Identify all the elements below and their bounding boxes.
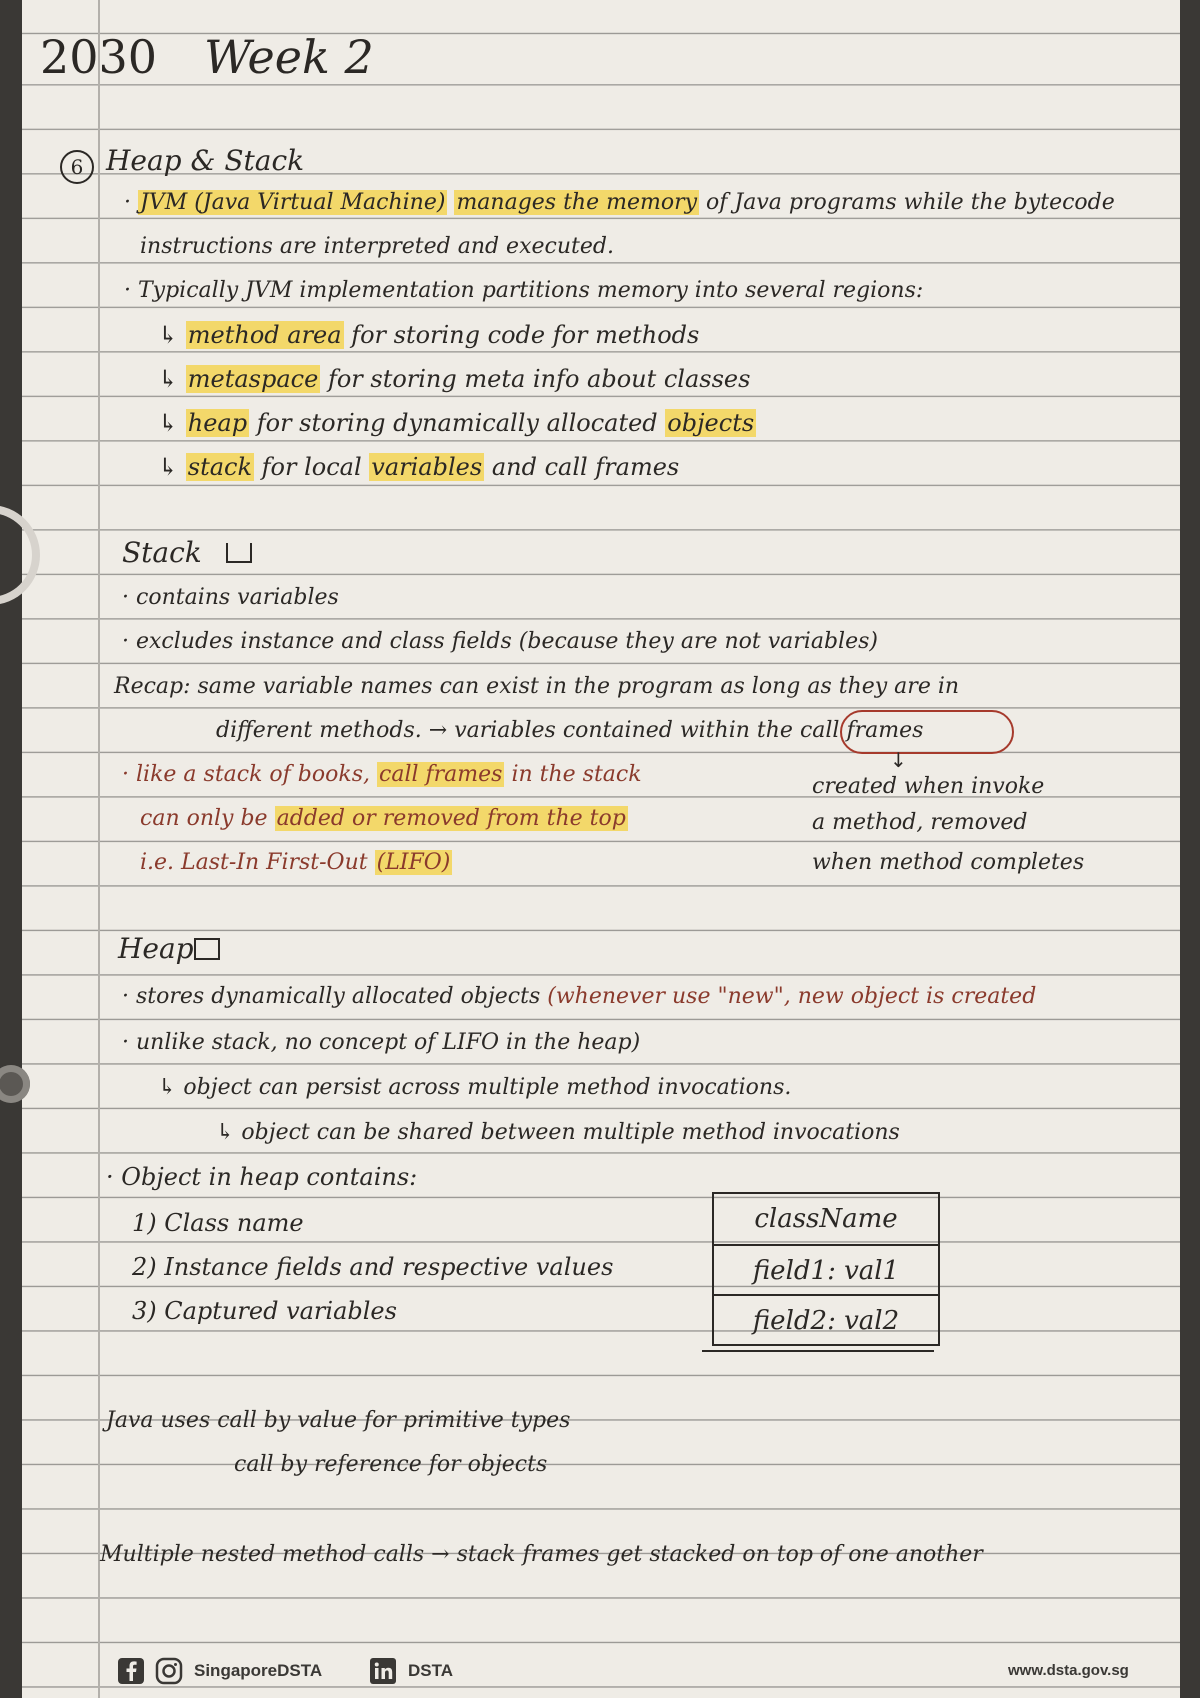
stack-bullet-1: · contains variables: [122, 585, 339, 610]
instagram-icon[interactable]: [154, 1656, 184, 1686]
footer-url[interactable]: www.dsta.gov.sg: [1008, 1662, 1129, 1679]
heap-item-1: 1) Class name: [132, 1209, 304, 1237]
heap-heading: Heap: [118, 932, 194, 965]
recap-line-1: Recap: same variable names can exist in the program as long as they are in: [114, 674, 960, 699]
intro-line-2: instructions are interpreted and executed.: [140, 234, 614, 259]
linkedin-icon[interactable]: [368, 1656, 398, 1686]
section-heading: Heap & Stack: [106, 144, 305, 177]
heap-icon: [194, 938, 220, 960]
call-frame-note-2: a method, removed: [812, 810, 1028, 835]
lifo-line: i.e. Last-In First-Out (LIFO): [140, 850, 451, 875]
region-method-area: ↳ method area for storing code for methods: [158, 321, 700, 349]
call-frame-note-1: created when invoke: [812, 774, 1045, 799]
object-diagram: [704, 1192, 950, 1358]
stack-bullet-2: · excludes instance and class fields (because they are not variables): [122, 629, 878, 654]
footer-linkedin-name[interactable]: DSTA: [408, 1661, 454, 1680]
region-metaspace: ↳ metaspace for storing meta info about classes: [158, 365, 751, 393]
notebook-page: [22, 0, 1180, 1698]
facebook-icon[interactable]: [116, 1656, 146, 1686]
margin-line: [98, 0, 100, 1698]
call-frame-note-3: when method completes: [812, 850, 1085, 875]
heap-sub-1: ↳ object can persist across multiple method invocations.: [158, 1075, 792, 1100]
week-title: Week 2: [204, 30, 374, 84]
recap-line-2: different methods. → variables contained within the call frames: [216, 718, 924, 743]
heap-bullet-2: · unlike stack, no concept of LIFO in the heap): [122, 1030, 641, 1055]
footer-social-handle[interactable]: SingaporeDSTA: [194, 1661, 323, 1680]
call-by-reference-line: call by reference for objects: [234, 1452, 548, 1477]
object-field-2: field2: val2: [714, 1294, 938, 1346]
call-frames-circle: [840, 710, 1014, 754]
heap-sub-2: ↳ object can be shared between multiple method invocations: [216, 1120, 900, 1145]
call-frames-arrow: ↓: [890, 748, 907, 772]
footer: [22, 1652, 1180, 1692]
intro-line-1: · JVM (Java Virtual Machine) manages the memory of Java programs while the bytecode: [124, 190, 1115, 215]
heap-item-2: 2) Instance fields and respective values: [132, 1253, 614, 1281]
stack-icon: [226, 543, 252, 563]
heap-contains: · Object in heap contains:: [106, 1163, 418, 1191]
region-heap: ↳ heap for storing dynamically allocated objects: [158, 409, 755, 437]
course-code: 2030: [40, 30, 158, 84]
region-stack: ↳ stack for local variables and call frames: [158, 453, 680, 481]
object-underline: [702, 1350, 934, 1352]
section-number: 6: [60, 150, 94, 184]
intro-line-3: · Typically JVM implementation partitions memory into several regions:: [124, 278, 924, 303]
heap-bullet-1: · stores dynamically allocated objects (whenever use "new", new object is created: [122, 984, 1037, 1009]
stack-heading: Stack: [122, 536, 202, 569]
stack-bullet-3-cont: can only be added or removed from the top: [140, 806, 626, 831]
nested-calls-line: Multiple nested method calls → stack frames get stacked on top of one another: [100, 1542, 983, 1567]
object-class-name: className: [754, 1204, 898, 1234]
object-box: [712, 1192, 940, 1346]
call-by-value-line: Java uses call by value for primitive types: [106, 1408, 571, 1433]
stack-bullet-3: · like a stack of books, call frames in the stack: [122, 762, 642, 787]
object-field-1: field1: val1: [714, 1244, 938, 1296]
heap-item-3: 3) Captured variables: [132, 1297, 397, 1325]
